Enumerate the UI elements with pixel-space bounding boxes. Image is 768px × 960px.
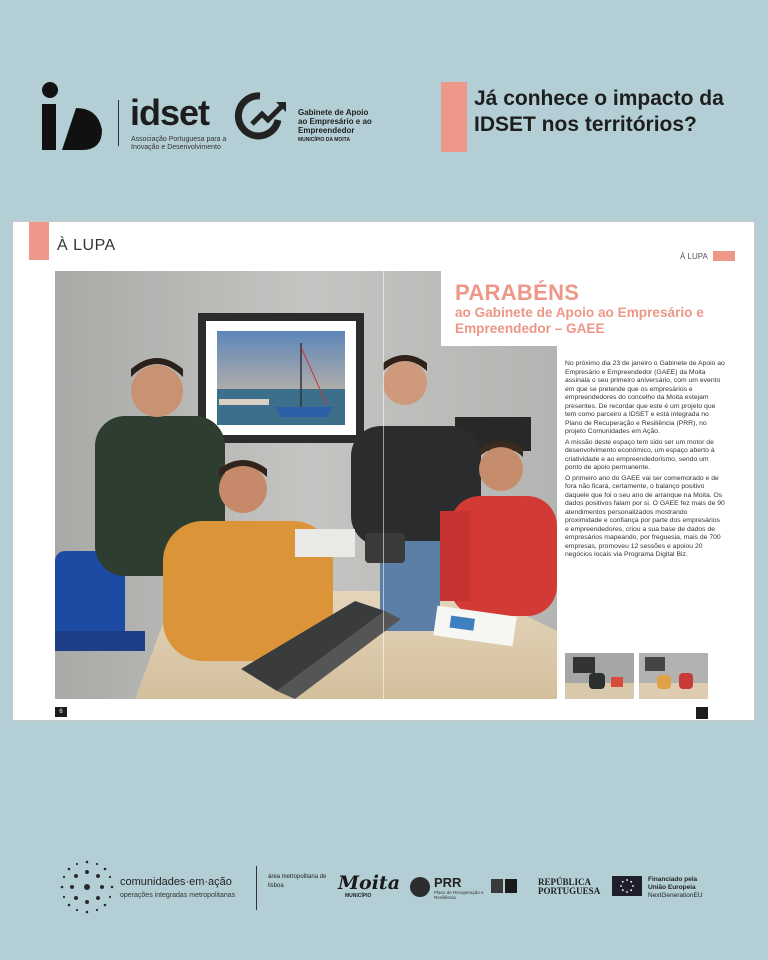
page-number: 6 (55, 707, 67, 717)
idset-subtitle: Associação Portuguesa para a Inovação e Desenvolvimento (131, 136, 227, 151)
comunidades-subtitle: operações integradas metropolitanas (120, 892, 236, 899)
page-marker (696, 707, 708, 719)
headline: PARABÉNS (455, 280, 580, 305)
header-title: Já conhece o impacto da IDSET nos territórios? (474, 87, 724, 136)
moita-logo: Moita (338, 872, 401, 894)
eu-line-3: NextGenerationEU (648, 892, 703, 899)
section-accent-bar (29, 222, 49, 260)
footer-divider (256, 866, 257, 910)
eu-flag-icon (612, 876, 642, 896)
idset-i-logo-icon (40, 82, 104, 152)
area-metropolitana-logo: área metropolitana de lisboa (268, 874, 327, 889)
republica-portuguesa-icon (491, 879, 517, 893)
thumbnail-photo-2 (639, 653, 708, 699)
republica-portuguesa-logo: REPÚBLICA PORTUGUESA (538, 877, 601, 896)
header-accent-bar (441, 82, 467, 152)
header-divider (118, 100, 119, 146)
thumbnail-photo-1 (565, 653, 634, 699)
gaee-name: Gabinete de Apoio ao Empresário e ao Empreendedor (298, 108, 372, 135)
article-paragraph: O primeiro ano do GAEE vai ser comemorado e de fora não ficará, certamente, o balanço positivo daquele que foi o seu ano de arranque na Moita. Os dados positivos falam por si. O GAEE fez mais de 90 atendimentos personalizados mostrando proximidade e confiança por parte dos empresários e empreendedores, criou a sua base de dados de empresários mapeando, por freguesia, mais de 700 empresas, promoveu 12 sessões e apoiou 20 negócios locais via Programa Digital Biz. (565, 474, 725, 558)
gaee-municipality: MUNICÍPIO DA MOITA (298, 137, 350, 143)
section-label: À LUPA (57, 237, 116, 254)
eu-line-2: União Europeia (648, 884, 696, 891)
magazine-spread (12, 221, 755, 721)
gaee-logo-icon (230, 90, 290, 140)
moita-municipio: MUNICÍPIO (345, 893, 372, 899)
prr-subtitle: Plano de Recuperação e Resiliência (434, 890, 484, 900)
article-body (565, 360, 725, 562)
comunidades-dots-icon (58, 858, 116, 916)
article-paragraph: No próximo dia 23 de janeiro o Gabinete de Apoio ao Empresário e Empreendedor (GAEE) da Moita assinala o seu primeiro aniversário, com um evento em que se pretende que os empresários e empreendedores do concelho da Moita estejam presentes. De recordar que este é um projeto que tem como parceiro a IDSET e está integrada no Plano de Recuperação e Resiliência (PRR), no projeto Comunidades em Ação. (565, 360, 725, 435)
idset-wordmark: idset (130, 92, 210, 133)
prr-logo: PRR (434, 875, 462, 890)
comunidades-title: comunidades·em·ação (120, 876, 232, 888)
section-small-accent-bar (713, 251, 735, 261)
eu-line-1: Financiado pela (648, 876, 698, 883)
eu-funding-text (648, 876, 703, 900)
subheadline: ao Gabinete de Apoio ao Empresário e Empreendedor – GAEE (455, 305, 704, 336)
article-paragraph: A missão deste espaço tem sido ser um motor de desenvolvimento económico, um espaço aberto à criatividade e ao empreendedorismo, sendo um ponto de apoio permanente. (565, 438, 715, 471)
page-fold (383, 271, 384, 699)
section-label-small: À LUPA (680, 252, 708, 261)
prr-logo-icon (410, 877, 430, 897)
